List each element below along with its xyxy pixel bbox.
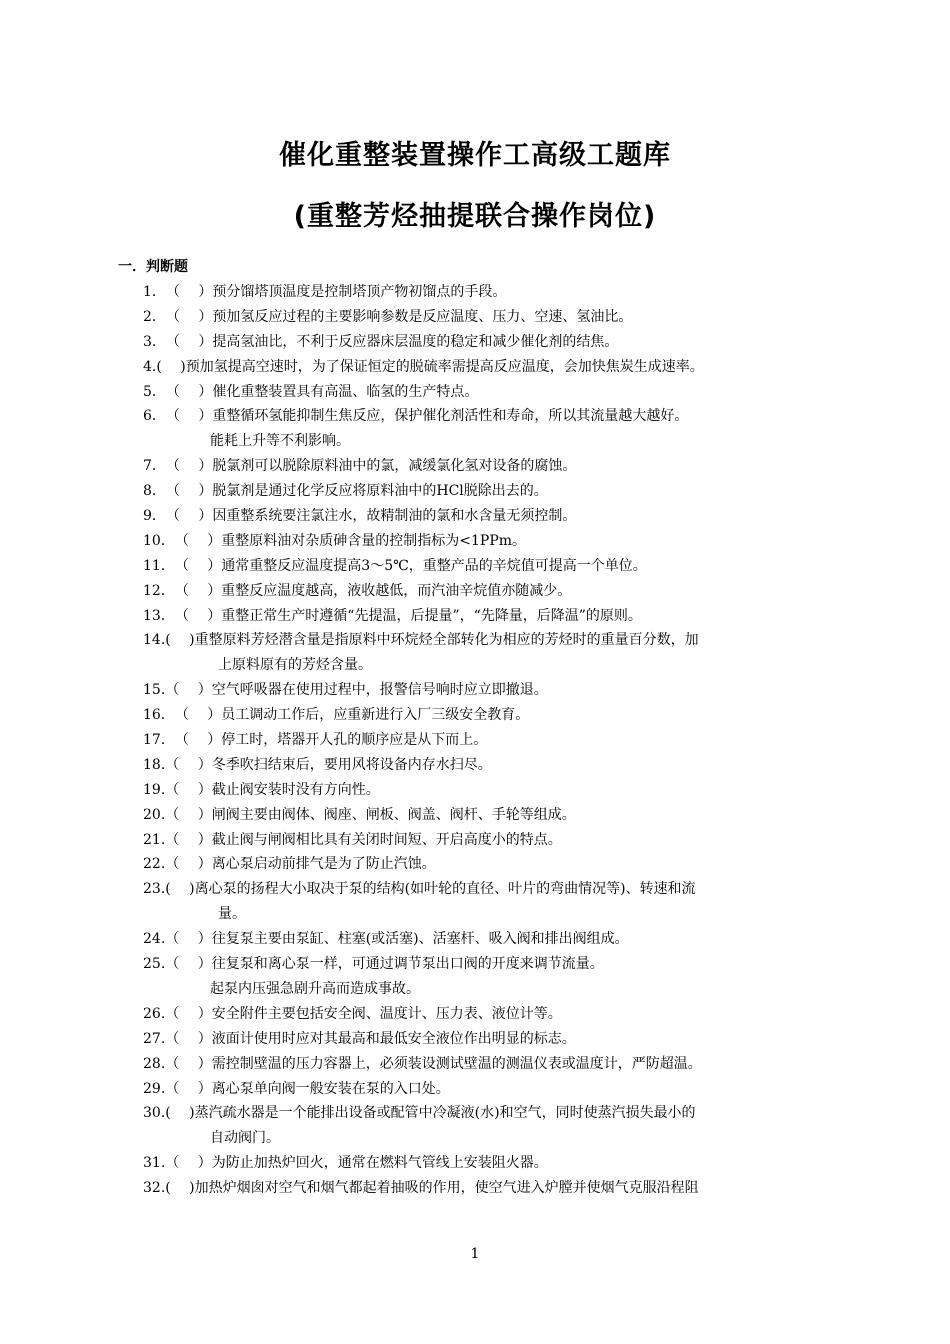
answer-blank: （ ） — [165, 383, 213, 400]
question-number: 2． — [143, 308, 166, 325]
question-text: 重整原料油对杂质砷含量的控制指标为<1PPm。 — [221, 532, 527, 549]
question-number: 3． — [143, 333, 166, 350]
question-text: 重整反应温度越高，液收越低，而汽油辛烷值亦随减少。 — [221, 582, 572, 599]
question-item — [0, 280, 950, 305]
answer-blank: （ ） — [165, 931, 212, 948]
question-number: 17． — [143, 732, 175, 749]
question-number: 13． — [143, 607, 175, 624]
question-text: 加热炉烟囱对空气和烟气都起着抽吸的作用，使空气进入炉膛并使烟气克服沿程阻 — [194, 1180, 699, 1197]
answer-blank: ( ) — [165, 881, 195, 898]
answer-blank: ( ) — [156, 358, 186, 375]
question-number: 16． — [143, 707, 175, 724]
question-item — [0, 1077, 950, 1102]
question-item — [0, 355, 950, 380]
document-subtitle: (重整芳烃抽提联合操作岗位) — [293, 201, 657, 232]
question-text: 脱氯剂是通过化学反应将原料油中的HCl脱除出去的。 — [212, 483, 548, 500]
question-text: 脱氯剂可以脱除原料油中的氯，减缓氯化氢对设备的腐蚀。 — [212, 458, 577, 475]
question-item — [0, 404, 950, 429]
question-number: 22. — [143, 856, 166, 873]
question-text: 冬季吹扫结束后，要用风将设备内存水扫尽。 — [211, 756, 492, 773]
question-text: 离心泵的扬程大小取决于泵的结构(如叶轮的直径、叶片的弯曲情况等)、转速和流 — [194, 881, 696, 898]
question-item — [0, 554, 950, 579]
question-text: 员工调动工作后，应重新进行入厂三级安全教育。 — [221, 707, 530, 724]
question-text: 离心泵单向阀一般安装在泵的入口处。 — [211, 1080, 450, 1097]
question-item — [0, 1176, 950, 1201]
question-text: 预加氢反应过程的主要影响参数是反应温度、压力、空速、氢油比。 — [212, 308, 633, 325]
question-item — [0, 479, 950, 504]
question-number: 23. — [143, 881, 166, 898]
question-item — [0, 728, 950, 753]
question-text: 安全附件主要包括安全阀、温度计、压力表、液位计等。 — [211, 1005, 562, 1022]
question-text: 催化重整装置具有高温、临氢的生产特点。 — [212, 383, 479, 400]
question-text: 需控制壁温的压力容器上，必须装设测试壁温的测温仪表或温度计，严防超温。 — [211, 1055, 702, 1072]
answer-blank: （ ） — [174, 582, 222, 599]
answer-blank: （ ） — [165, 1055, 212, 1072]
question-number: 29. — [143, 1080, 166, 1097]
answer-blank: ( ) — [165, 1180, 195, 1197]
question-text: 重整循环氢能抑制生焦反应，保护催化剂活性和寿命，所以其流量越大越好。 — [212, 408, 689, 425]
question-number: 26. — [143, 1005, 166, 1022]
answer-blank: （ ） — [165, 682, 212, 699]
question-item — [0, 330, 950, 355]
question-item — [0, 628, 950, 653]
question-text: 为防止加热炉回火，通常在燃料气管线上安装阻火器。 — [211, 1155, 548, 1172]
question-number: 1． — [143, 284, 166, 300]
question-item — [0, 1002, 950, 1027]
question-number: 30. — [143, 1105, 166, 1122]
answer-blank: （ ） — [165, 956, 212, 973]
question-continuation: 起泵内压强急剧升高而造成事故。 — [210, 980, 420, 997]
question-number: 20. — [143, 806, 166, 823]
question-text: 往复泵和离心泵一样，可通过调节泵出口阀的开度来调节流量。 — [211, 956, 604, 973]
answer-blank: （ ） — [165, 1080, 212, 1097]
answer-blank: ( ) — [165, 1105, 195, 1122]
section-heading: 一．判断题 — [118, 259, 188, 275]
answer-blank: （ ） — [165, 483, 213, 500]
answer-blank: （ ） — [165, 458, 213, 475]
question-item — [0, 828, 950, 853]
question-item — [0, 504, 950, 529]
question-list — [0, 280, 950, 1201]
question-text: 截止阀安装时没有方向性。 — [211, 781, 380, 798]
question-item — [0, 380, 950, 405]
question-text: 蒸汽疏水器是一个能排出设备或配管中冷凝液(水)和空气，同时使蒸汽损失最小的 — [194, 1105, 696, 1122]
question-item — [0, 1027, 950, 1052]
question-item — [0, 778, 950, 803]
answer-blank: （ ） — [174, 557, 222, 574]
question-text: 预加氢提高空速时，为了保证恒定的脱硫率需提高反应温度，会加快焦炭生成速率。 — [185, 358, 704, 375]
question-number: 27. — [143, 1030, 166, 1047]
page-number: 1 — [470, 1246, 480, 1262]
question-number: 10． — [143, 532, 175, 549]
question-text: 提高氢油比，不利于反应器床层温度的稳定和减少催化剂的结焦。 — [212, 333, 619, 350]
answer-blank: （ ） — [165, 508, 213, 525]
question-number: 9． — [143, 508, 166, 525]
question-number: 4. — [143, 358, 157, 375]
question-item — [0, 703, 950, 728]
question-number: 18. — [143, 756, 166, 773]
question-text: 液面计使用时应对其最高和最低安全液位作出明显的标志。 — [211, 1030, 576, 1047]
question-number: 24. — [143, 931, 166, 948]
answer-blank: （ ） — [165, 831, 212, 848]
question-item — [0, 529, 950, 554]
question-number: 8． — [143, 483, 166, 500]
question-item — [0, 454, 950, 479]
question-number: 25. — [143, 956, 166, 973]
question-text: 往复泵主要由泵缸、柱塞(或活塞)、活塞杆、吸入阀和排出阀组成。 — [211, 931, 629, 948]
question-item — [0, 852, 950, 877]
question-item — [0, 803, 950, 828]
question-item — [0, 877, 950, 902]
answer-blank: ( ) — [165, 632, 195, 649]
question-item — [0, 1101, 950, 1126]
question-number: 7． — [143, 458, 166, 475]
question-continuation: 上原料原有的芳烃含量。 — [218, 657, 372, 674]
answer-blank: （ ） — [165, 1005, 212, 1022]
question-item — [0, 604, 950, 629]
answer-blank: （ ） — [165, 781, 212, 798]
answer-blank: （ ） — [165, 1030, 212, 1047]
question-text: 空气呼吸器在使用过程中，报警信号响时应立即撤退。 — [211, 682, 548, 699]
question-item — [0, 952, 950, 977]
answer-blank: （ ） — [165, 284, 213, 300]
question-continuation: 量。 — [218, 906, 246, 923]
question-text: 停工时，塔器开人孔的顺序应是从下而上。 — [221, 732, 488, 749]
question-text: 预分馏塔顶温度是控制塔顶产物初馏点的手段。 — [212, 284, 507, 300]
answer-blank: （ ） — [165, 756, 212, 773]
question-continuation: 能耗上升等不利影响。 — [210, 433, 350, 450]
answer-blank: （ ） — [165, 333, 213, 350]
document-title: 催化重整装置操作工高级工题库 — [279, 140, 671, 171]
question-continuation: 自动阀门。 — [210, 1130, 280, 1147]
question-number: 19. — [143, 781, 166, 798]
answer-blank: （ ） — [174, 707, 222, 724]
question-text: 离心泵启动前排气是为了防止汽蚀。 — [211, 856, 436, 873]
answer-blank: （ ） — [165, 856, 212, 873]
question-number: 6． — [143, 408, 166, 425]
question-item — [0, 927, 950, 952]
answer-blank: （ ） — [165, 1155, 212, 1172]
question-item — [0, 753, 950, 778]
answer-blank: （ ） — [174, 607, 222, 624]
question-text: 重整正常生产时遵循“先提温，后提量”，“先降量，后降温”的原则。 — [221, 607, 642, 624]
answer-blank: （ ） — [165, 806, 212, 823]
question-text: 截止阀与闸阀相比具有关闭时间短、开启高度小的特点。 — [211, 831, 562, 848]
answer-blank: （ ） — [174, 732, 222, 749]
answer-blank: （ ） — [165, 308, 213, 325]
question-number: 12． — [143, 582, 175, 599]
question-number: 21. — [143, 831, 166, 848]
question-number: 31. — [143, 1155, 166, 1172]
question-number: 11． — [143, 557, 175, 574]
question-number: 15. — [143, 682, 166, 699]
question-item — [0, 579, 950, 604]
answer-blank: （ ） — [165, 408, 213, 425]
question-number: 28. — [143, 1055, 166, 1072]
question-item — [0, 305, 950, 330]
question-text: 重整原料芳烃潜含量是指原料中环烷烃全部转化为相应的芳烃时的重量百分数，加 — [194, 632, 699, 649]
question-item — [0, 678, 950, 703]
question-item — [0, 1052, 950, 1077]
question-text: 因重整系统要注氯注水，故精制油的氯和水含量无须控制。 — [212, 508, 577, 525]
question-text: 通常重整反应温度提高3～5℃，重整产品的辛烷值可提高一个单位。 — [221, 557, 647, 574]
question-number: 32. — [143, 1180, 166, 1197]
answer-blank: （ ） — [174, 532, 222, 549]
question-number: 14. — [143, 632, 166, 649]
question-number: 5． — [143, 383, 166, 400]
question-text: 闸阀主要由阀体、阀座、闸板、阀盖、阀杆、手轮等组成。 — [211, 806, 576, 823]
question-item — [0, 1151, 950, 1176]
